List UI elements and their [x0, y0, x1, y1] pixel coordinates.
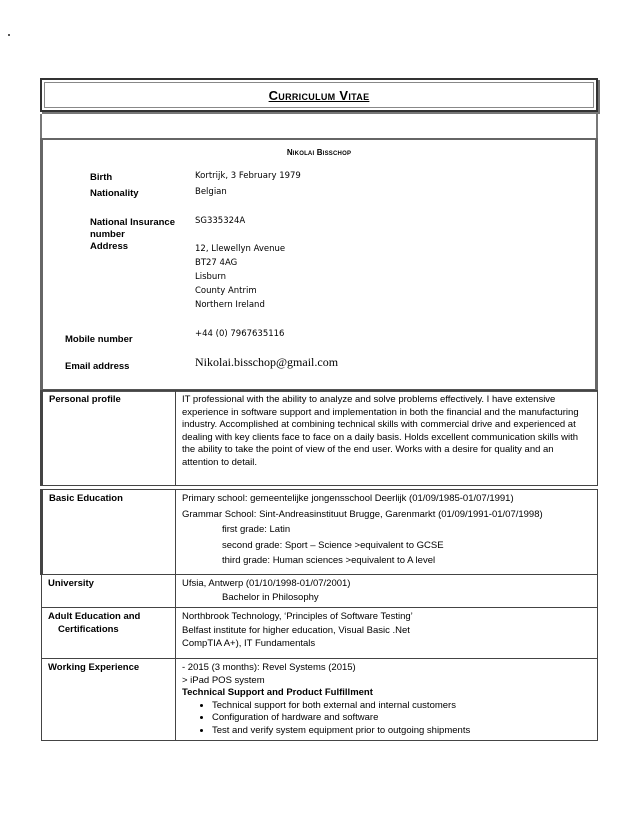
nationality-value: Belgian	[195, 187, 227, 197]
education-table	[40, 489, 598, 741]
adult-label-line-2: Certifications	[58, 623, 119, 635]
work-bullet: • Test and verify system equipment prior to outgoing shipments	[212, 725, 591, 738]
profile-text: IT professional with the ability to analyze and solve problems effectively. I have extensive experience in software support and implementation in both the financial and the manufacturing industry. Accomplished at combining technical skills with commercial drive and experienced at dealing with key clients face to face on a daily basis. Holds excellent communication skills with the ability to take the point of view of the end user. Works with a desire for quality and an attention to detail.	[176, 391, 598, 486]
page-title: Curriculum Vitae	[268, 87, 370, 103]
profile-table	[40, 390, 598, 486]
adult-line-1: Northbrook Technology, ‘Principles of Software Testing’	[182, 611, 413, 622]
basic-grade-1: first grade: Latin	[222, 524, 291, 535]
title-spacer	[40, 114, 598, 138]
university-line-1: Ufsia, Antwerp (01/10/1998-01/07/2001)	[182, 578, 351, 589]
address-line-4: County Antrim	[195, 286, 257, 296]
stray-dot	[8, 34, 10, 36]
personal-info-box	[40, 138, 598, 392]
basic-grade-3: third grade: Human sciences >equivalent to A level	[222, 555, 436, 566]
work-line-2: > iPad POS system	[182, 674, 265, 686]
email-label: Email address	[65, 361, 130, 372]
working-experience-label: Working Experience	[42, 659, 176, 741]
basic-primary: Primary school: gemeentelijke jongensschool Deerlijk (01/09/1985-01/07/1991)	[182, 493, 514, 504]
address-label: Address	[90, 241, 129, 252]
work-line-1: - 2015 (3 months): Revel Systems (2015)	[182, 662, 356, 673]
address-line-5: Northern Ireland	[195, 300, 265, 310]
nationality-label: Nationality	[90, 188, 139, 199]
address-line-2: BT27 4AG	[195, 258, 238, 268]
ni-label-line1: National Insurance	[90, 217, 175, 228]
working-experience-cell	[176, 659, 598, 741]
basic-education-cell	[176, 490, 598, 575]
mobile-label: Mobile number	[65, 334, 133, 345]
ni-label-line2: number	[90, 229, 125, 240]
university-label: University	[42, 575, 176, 608]
birth-label: Birth	[90, 172, 113, 183]
work-bullet: • Configuration of hardware and software	[212, 712, 591, 725]
basic-grammar: Grammar School: Sint-Andreasinstituut Brugge, Garenmarkt (01/09/1991-01/07/1998)	[182, 508, 543, 520]
basic-grade-2: second grade: Sport – Science >equivalent to GCSE	[222, 539, 444, 551]
title-box	[40, 78, 598, 112]
adult-line-2: Belfast institute for higher education, Visual Basic .Net	[182, 624, 410, 636]
adult-line-3: CompTIA A+), IT Fundamentals	[182, 638, 316, 649]
mobile-value: +44 (0) 7967635116	[195, 329, 285, 339]
adult-education-label	[42, 608, 176, 659]
profile-label: Personal profile	[42, 391, 176, 486]
birth-value: Kortrijk, 3 February 1979	[195, 171, 301, 181]
university-cell	[176, 575, 598, 608]
candidate-name: Nikolai Bisschop	[286, 148, 352, 157]
work-bullet: • Technical support for both external and internal customers	[212, 700, 591, 713]
ni-value: SG335324A	[195, 216, 246, 226]
email-value: Nikolai.bisschop@gmail.com	[195, 355, 339, 369]
address-line-3: Lisburn	[195, 272, 227, 282]
adult-label-line-1: Adult Education and	[48, 611, 141, 622]
basic-education-label: Basic Education	[42, 490, 176, 575]
work-heading: Technical Support and Product Fulfillment	[182, 687, 373, 698]
work-bullet-list	[182, 700, 591, 738]
adult-education-cell	[176, 608, 598, 659]
university-line-2: Bachelor in Philosophy	[222, 591, 319, 603]
cv-header	[40, 78, 598, 392]
address-line-1: 12, Llewellyn Avenue	[195, 244, 286, 254]
